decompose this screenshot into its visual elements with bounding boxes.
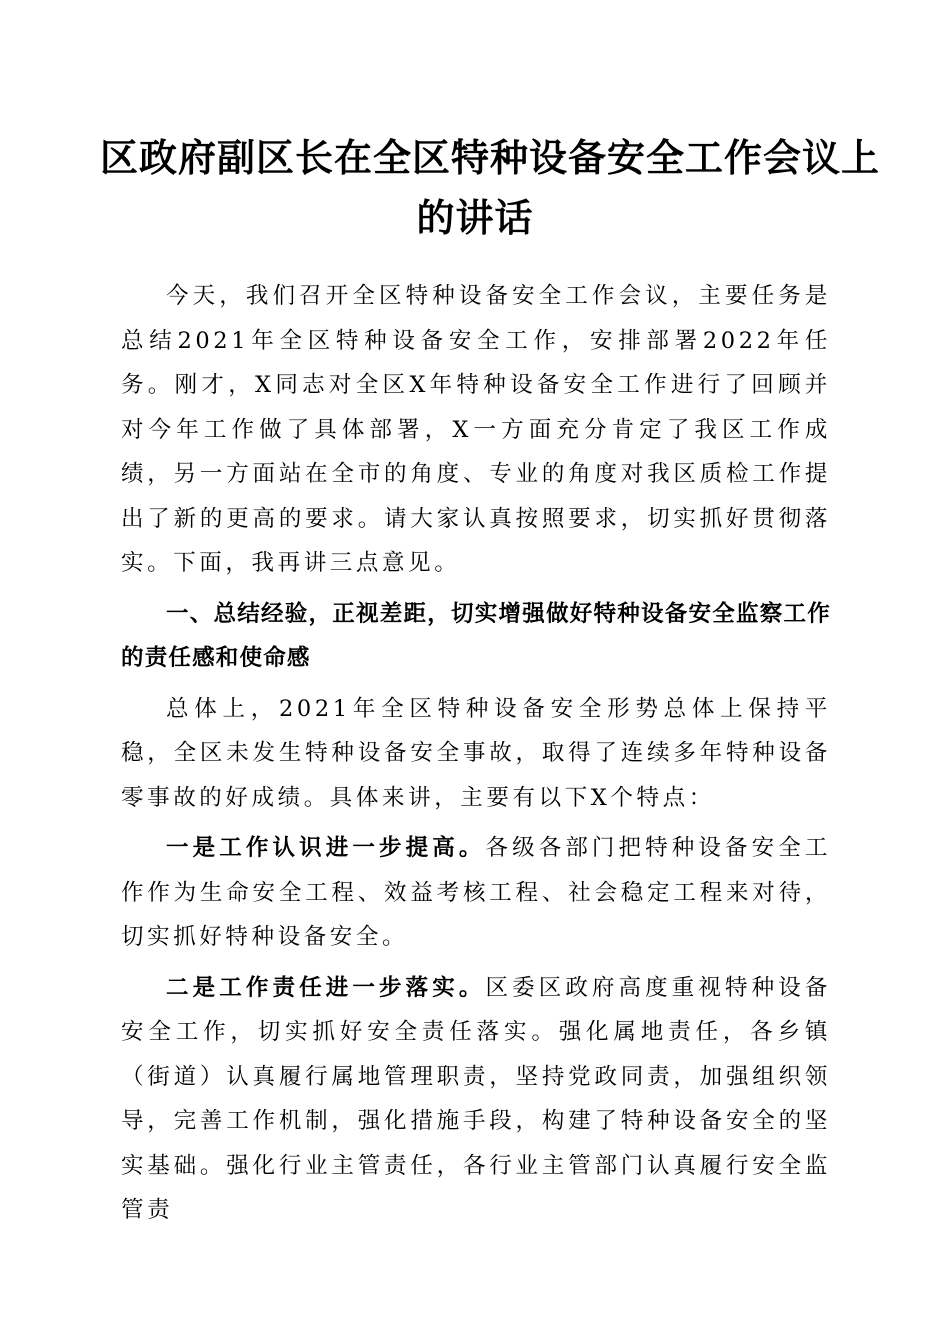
section-1-heading: 一、总结经验，正视差距，切实增强做好特种设备安全监察工作的责任感和使命感	[121, 600, 831, 671]
document-body	[121, 274, 831, 1239]
point-1-text: 各级各部门把特种设备安全工作作为生命安全工程、效益考核工程、社会稳定工程来对待，切实抓好特种设备安全。	[121, 835, 831, 950]
point-2-paragraph	[121, 966, 831, 1233]
point-1-lead: 一是工作认识进一步提高。	[166, 835, 486, 861]
point-2-text: 区委区政府高度重视特种设备安全工作，切实抓好安全责任落实。强化属地责任，各乡镇（街道）认真履行属地管理职责，坚持党政同责，加强组织领导，完善工作机制，强化措施手段，构建了特种设备安全的坚实基础。强化行业主管责任，各行业主管部门认真履行安全监管责	[121, 974, 831, 1223]
point-2-lead: 二是工作责任进一步落实。	[166, 974, 486, 1001]
summary-paragraph: 总体上，2021年全区特种设备安全形势总体上保持平稳，全区未发生特种设备安全事故，取得了连续多年特种设备零事故的好成绩。具体来讲，主要有以下X个特点：	[121, 695, 831, 811]
title-line-2: 的讲话	[416, 195, 534, 240]
intro-paragraph: 今天，我们召开全区特种设备安全工作会议，主要任务是总结2021年全区特种设备安全工作，安排部署2022年任务。刚才，X同志对全区X年特种设备安全工作进行了回顾并对今年工作做了具体部署，X一方面充分肯定了我区工作成绩，另一方面站在全市的角度、专业的角度对我区质检工作提出了新的更高的要求。请大家认真按照要求，切实抓好贯彻落实。下面，我再讲三点意见。	[121, 283, 831, 576]
point-1-paragraph	[121, 826, 831, 960]
title-line-1: 区政府副区长在全区特种设备安全工作会议上	[100, 135, 881, 180]
document-title	[100, 128, 881, 248]
